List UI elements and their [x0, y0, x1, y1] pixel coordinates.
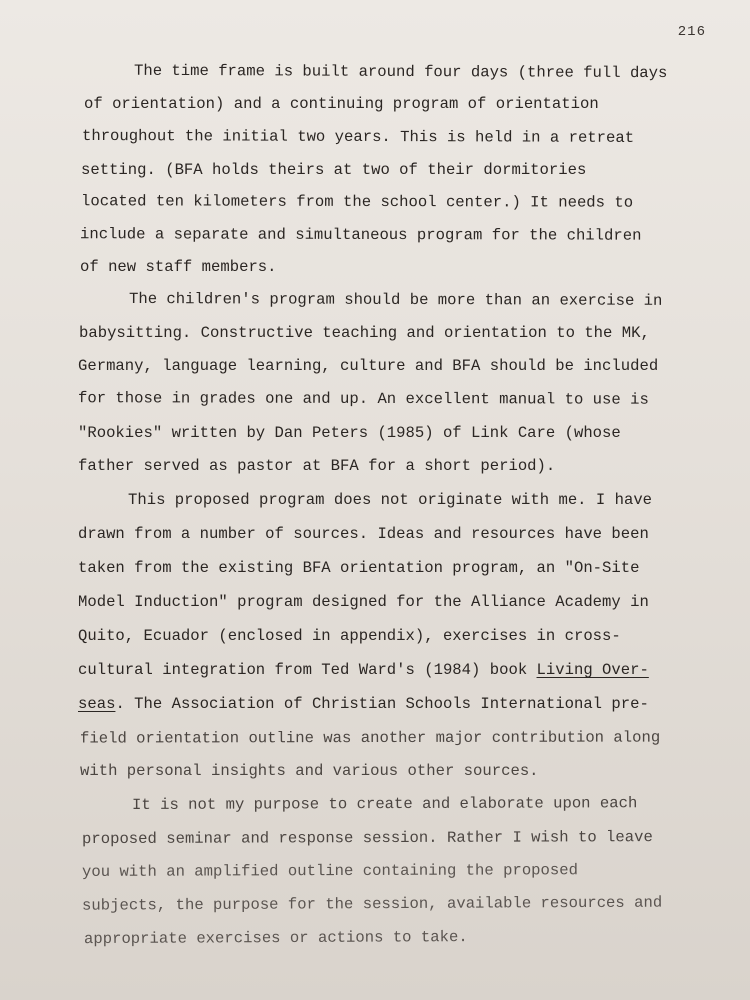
paragraph-3-line-1: This proposed program does not originate with me. I have	[128, 491, 653, 509]
paragraph-3-line-3: taken from the existing BFA orientation program, an "On-Site	[78, 559, 640, 577]
paragraph-1-line-1: The time frame is built around four days (three full days	[133, 61, 668, 83]
paragraph-2-line-1: The children's program should be more than an exercise in	[128, 289, 663, 310]
paragraph-2-line-2: babysitting. Constructive teaching and orientation to the MK,	[79, 324, 650, 342]
paragraph-3-line-6	[78, 660, 702, 680]
line-6-text: cultural integration from Ted Ward's (1984) book	[78, 661, 537, 679]
paragraph-2-line-4: for those in grades one and up. An excellent manual to use is	[77, 389, 649, 409]
paragraph-1-line-2: of orientation) and a continuing program of orientation	[84, 95, 599, 113]
paragraph-2-line-6: father served as pastor at BFA for a short period).	[78, 457, 556, 475]
paragraph-4-line-2: proposed seminar and response session. Rather I wish to leave	[81, 828, 653, 849]
paragraph-3-line-7	[78, 694, 710, 714]
paragraph-1-line-5: located ten kilometers from the school center.) It needs to	[80, 192, 634, 212]
line-7-text: . The Association of Christian Schools International pre-	[115, 695, 649, 713]
paragraph-2-line-3: Germany, language learning, culture and BFA should be included	[78, 357, 659, 375]
paragraph-1-line-6: include a separate and simultaneous program for the children	[79, 225, 642, 245]
book-title-part-2: seas	[78, 695, 116, 713]
paragraph-3-line-9: with personal insights and various other sources.	[80, 762, 539, 780]
paragraph-3-line-2: drawn from a number of sources. Ideas and resources have been	[78, 525, 649, 543]
paragraph-3-line-5: Quito, Ecuador (enclosed in appendix), exercises in cross-	[78, 627, 621, 645]
paragraph-1-line-7: of new staff members.	[80, 258, 277, 276]
paragraph-4-line-4: subjects, the purpose for the session, available resources and	[81, 893, 663, 915]
paragraph-4-line-5: appropriate exercises or actions to take.	[83, 928, 468, 949]
paragraph-4-line-3: you with an amplified outline containing the proposed	[81, 861, 578, 881]
page-number: 216	[677, 24, 706, 40]
paragraph-3-line-8: field orientation outline was another major contribution along	[79, 728, 661, 748]
book-title-part-1: Living Over-	[536, 661, 649, 679]
paragraph-4-line-1: It is not my purpose to create and elaborate upon each	[131, 794, 638, 814]
paragraph-1-line-3: throughout the initial two years. This is held in a retreat	[81, 126, 635, 147]
paragraph-3-line-4: Model Induction" program designed for the Alliance Academy in	[78, 593, 649, 611]
paragraph-2-line-5: "Rookies" written by Dan Peters (1985) of Link Care (whose	[78, 424, 621, 442]
paragraph-1-line-4: setting. (BFA holds theirs at two of their dormitories	[81, 161, 587, 179]
